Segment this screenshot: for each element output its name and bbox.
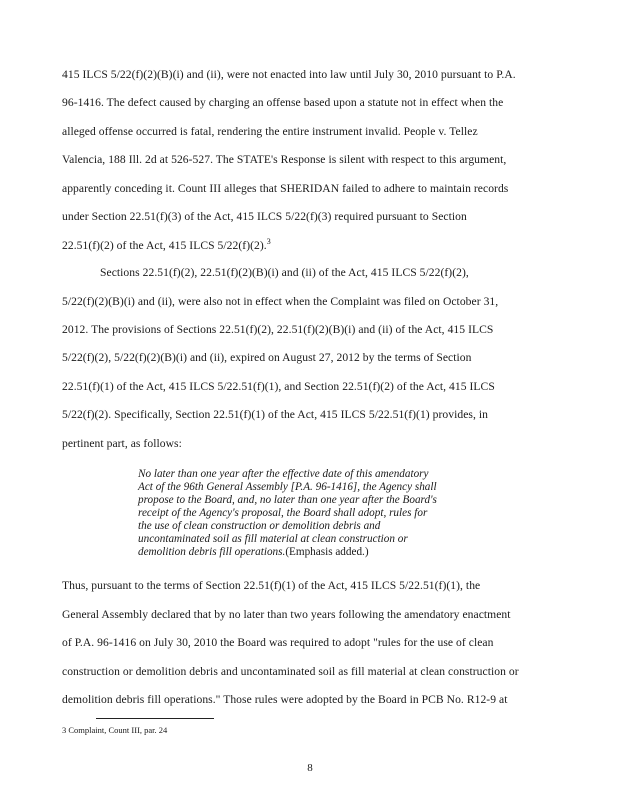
block-quote-line-1: No later than one year after the effective date of this amendatory [138,468,429,480]
body-line-14: pertinent part, as follows: [62,437,182,450]
block-quote-line-4: receipt of the Agency's proposal, the Board shall adopt, rules for [138,507,428,519]
body-line-13: 5/22(f)(2). Specifically, Section 22.51(f)(1) of the Act, 415 ILCS 5/22.51(f)(1) provides, in [62,408,489,421]
block-quote-line-7 [138,546,369,559]
after-line-1: Thus, pursuant to the terms of Section 22.51(f)(1) of the Act, 415 ILCS 5/22.51(f)(1), the [62,579,481,592]
block-quote-line-6: uncontaminated soil as fill material at clean construction or [138,533,408,545]
block-quote-line-3: propose to the Board, and, no later than one year after the Board's [138,494,437,506]
body-line-4: Valencia, 188 Ill. 2d at 526-527. The STATE's Response is silent with respect to this argument, [62,153,507,166]
page-number: 8 [307,762,313,774]
after-line-4: construction or demolition debris and uncontaminated soil as fill material at clean construction or [62,665,519,678]
body-line-8: Sections 22.51(f)(2), 22.51(f)(2)(B)(i) and (ii) of the Act, 415 ILCS 5/22(f)(2), [100,266,469,279]
after-line-5: demolition debris fill operations." Those rules were adopted by the Board in PCB No. R12-9 at [62,693,508,706]
body-line-7 [62,237,271,252]
body-line-12: 22.51(f)(1) of the Act, 415 ILCS 5/22.51(f)(1), and Section 22.51(f)(2) of the Act, 415 ILCS [62,380,495,393]
body-line-10: 2012. The provisions of Sections 22.51(f)(2), 22.51(f)(2)(B)(i) and (ii) of the Act, 415 ILCS [62,323,494,336]
block-quote-line-5: the use of clean construction or demolition debris and [138,520,381,532]
footnote-text: 3 Complaint, Count III, par. 24 [62,725,168,735]
body-line-6: under Section 22.51(f)(3) of the Act, 415 ILCS 5/22(f)(3) required pursuant to Section [62,210,467,223]
footnote-divider [96,718,214,719]
body-line-5: apparently conceding it. Count III alleges that SHERIDAN failed to adhere to maintain records [62,182,509,195]
body-line-1: 415 ILCS 5/22(f)(2)(B)(i) and (ii), were not enacted into law until July 30, 2010 pursuant to P.A. [62,68,516,81]
body-line-2: 96-1416. The defect caused by charging an offense based upon a statute not in effect when the [62,96,504,109]
emphasis-note: (Emphasis added.) [285,546,369,558]
body-line-9: 5/22(f)(2)(B)(i) and (ii), were also not in effect when the Complaint was filed on October 31, [62,295,499,308]
after-line-3: of P.A. 96-1416 on July 30, 2010 the Board was required to adopt "rules for the use of clean [62,636,494,649]
body-line-11: 5/22(f)(2), 5/22(f)(2)(B)(i) and (ii), expired on August 27, 2012 by the terms of Section [62,351,472,364]
body-line-7-text: 22.51(f)(2) of the Act, 415 ILCS 5/22(f)(2). [62,238,267,252]
footnote-marker: 3 [266,237,271,246]
block-quote-line-2: Act of the 96th General Assembly [P.A. 96-1416], the Agency shall [138,481,437,493]
block-quote-line-7-text: demolition debris fill operations. [138,546,286,558]
body-line-3: alleged offense occurred is fatal, rendering the entire instrument invalid. People v. Tellez [62,125,478,138]
after-line-2: General Assembly declared that by no later than two years following the amendatory enactment [62,608,511,621]
